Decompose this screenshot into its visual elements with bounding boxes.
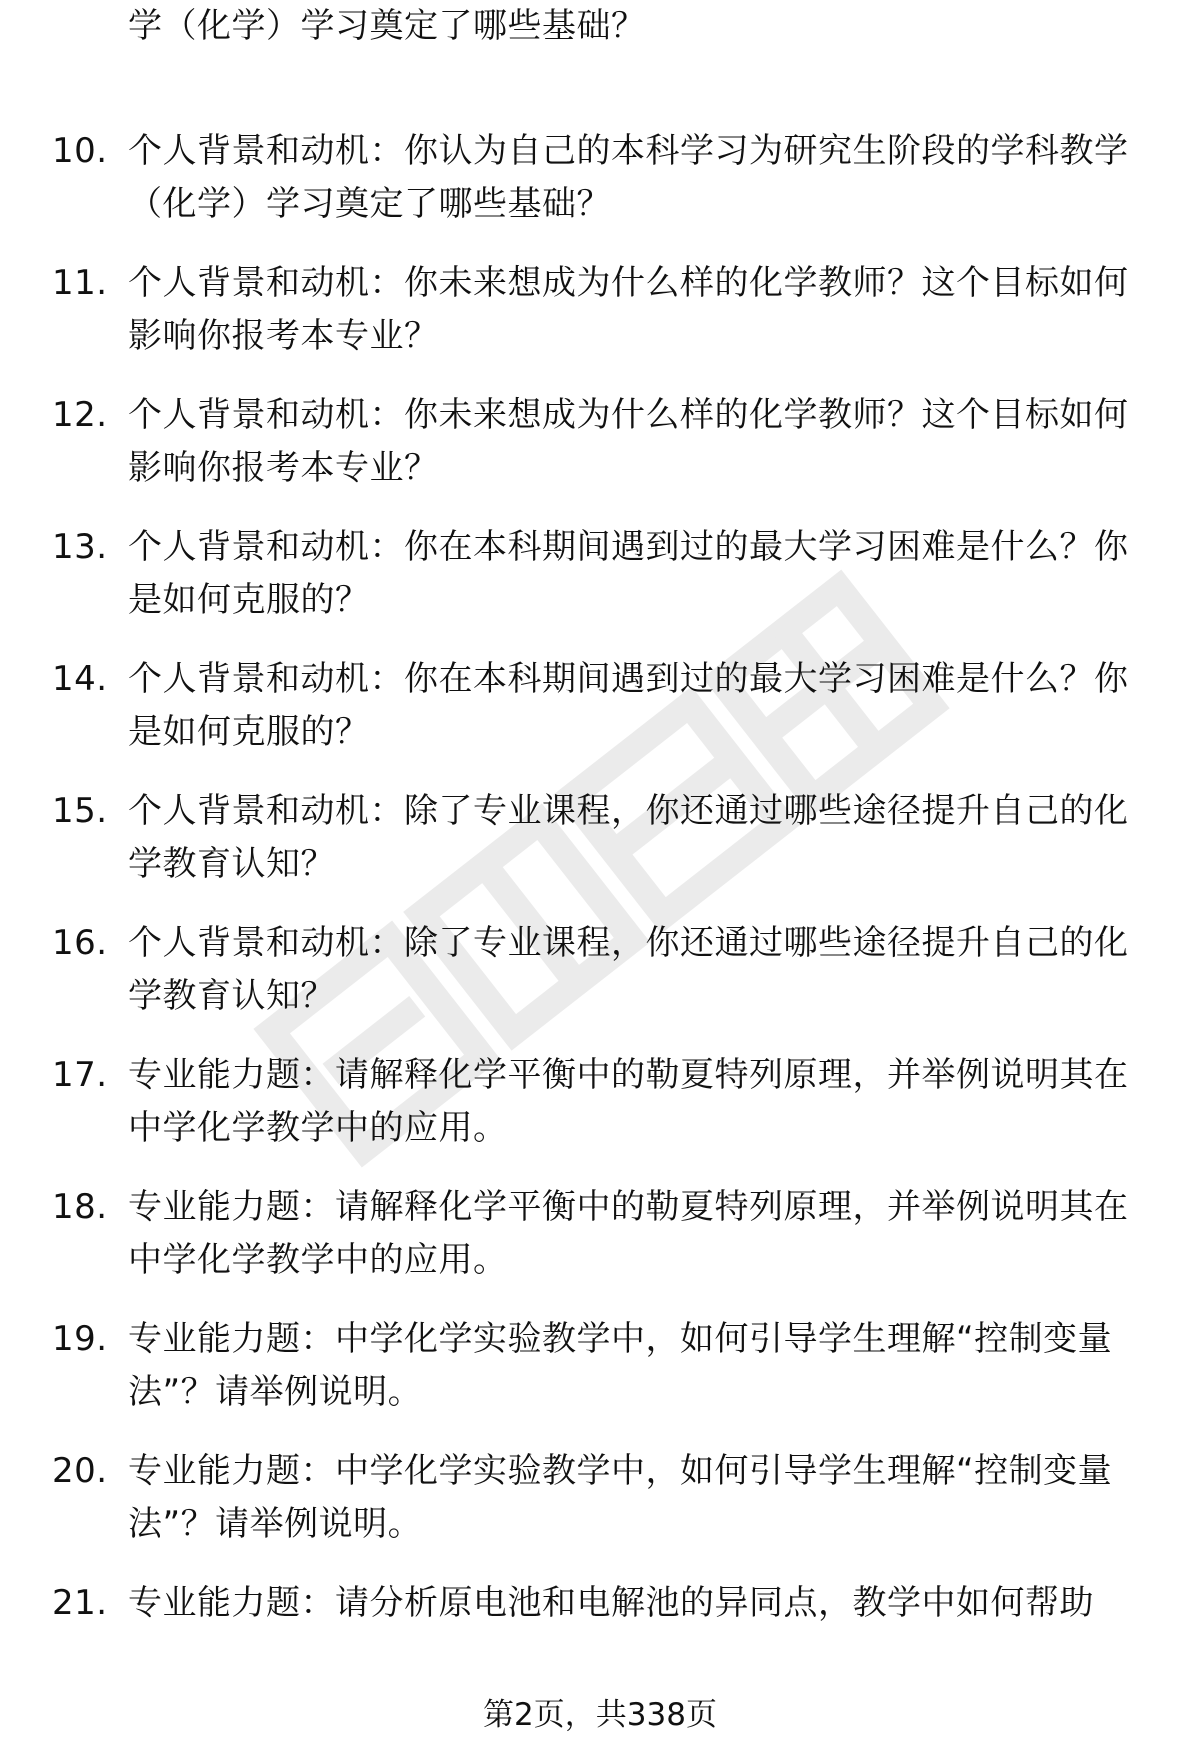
list-item	[0, 521, 1138, 627]
list-item	[0, 1181, 1138, 1287]
page-footer	[0, 1695, 1200, 1735]
question-text: 个人背景和动机：你在本科期间遇到过的最大学习困难是什么？你是如何克服的？	[128, 659, 1129, 752]
question-number: 19.	[52, 1319, 108, 1359]
question-number: 17.	[52, 1055, 108, 1095]
question-number: 18.	[52, 1187, 108, 1227]
question-text: 专业能力题：请解释化学平衡中的勒夏特列原理，并举例说明其在中学化学教学中的应用。	[128, 1187, 1129, 1280]
question-text: 个人背景和动机：你未来想成为什么样的化学教师？这个目标如何影响你报考本专业？	[128, 395, 1129, 488]
list-item	[0, 257, 1138, 363]
list-item	[0, 1049, 1138, 1155]
question-number: 21.	[52, 1583, 108, 1623]
list-item	[0, 1577, 1138, 1630]
list-item	[0, 389, 1138, 495]
page-number: 第2页，共338页	[483, 1697, 717, 1733]
question-number: 13.	[52, 527, 108, 567]
list-item	[0, 1313, 1138, 1419]
question-text: 个人背景和动机：除了专业课程，你还通过哪些途径提升自己的化学教育认知？	[128, 923, 1129, 1016]
list-item	[0, 785, 1138, 891]
list-item	[0, 917, 1138, 1023]
question-number: 20.	[52, 1451, 108, 1491]
question-number: 12.	[52, 395, 108, 435]
question-text: 个人背景和动机：你在本科期间遇到过的最大学习困难是什么？你是如何克服的？	[128, 527, 1129, 620]
question-text: 专业能力题：请分析原电池和电解池的异同点，教学中如何帮助	[128, 1583, 1094, 1623]
question-number: 16.	[52, 923, 108, 963]
question-number: 15.	[52, 791, 108, 831]
question-text: 专业能力题：请解释化学平衡中的勒夏特列原理，并举例说明其在中学化学教学中的应用。	[128, 1055, 1129, 1148]
question-number: 14.	[52, 659, 108, 699]
question-text: 个人背景和动机：除了专业课程，你还通过哪些途径提升自己的化学教育认知？	[128, 791, 1129, 884]
question-text: 个人背景和动机：你认为自己的本科学习为研究生阶段的学科教学（化学）学习奠定了哪些基础？	[128, 131, 1129, 224]
question-text: 专业能力题：中学化学实验教学中，如何引导学生理解“控制变量法”？请举例说明。	[128, 1319, 1113, 1412]
question-number: 10.	[52, 131, 108, 171]
list-item	[0, 1445, 1138, 1551]
list-item	[0, 653, 1138, 759]
continued-question-text: 学（化学）学习奠定了哪些基础？	[128, 6, 646, 46]
question-text: 专业能力题：中学化学实验教学中，如何引导学生理解“控制变量法”？请举例说明。	[128, 1451, 1113, 1544]
question-list	[0, 125, 1200, 1656]
question-text: 个人背景和动机：你未来想成为什么样的化学教师？这个目标如何影响你报考本专业？	[128, 263, 1129, 356]
list-item	[0, 125, 1138, 231]
question-number: 11.	[52, 263, 108, 303]
